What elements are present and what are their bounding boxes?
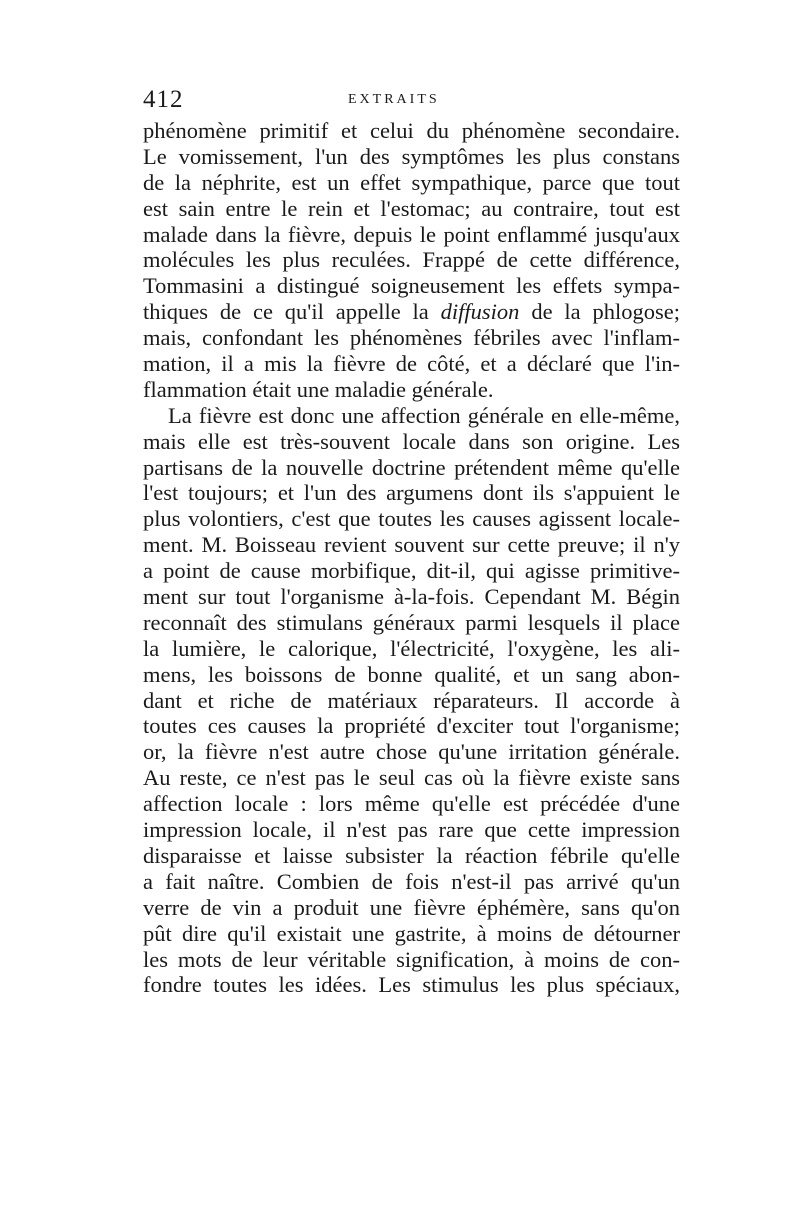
text-line: est sain entre le rein et l'estomac; au contraire, tout est xyxy=(143,195,680,221)
text-line: la lumière, le calorique, l'électricité, l'oxygène, les ali- xyxy=(143,635,680,661)
text-segment: de la phlogose; xyxy=(531,299,680,325)
text-line: fondre toutes les idées. Les stimulus les plus spéciaux, xyxy=(143,972,680,998)
text-line: ment. M. Boisseau revient souvent sur cette preuve; il n'y xyxy=(143,532,680,558)
body-text xyxy=(143,118,680,998)
text-line: Tommasini a distingué soigneusement les effets sympa- xyxy=(143,273,680,299)
text-line: les mots de leur véritable signification, à moins de con- xyxy=(143,946,680,972)
page-number: 412 xyxy=(143,86,184,113)
text-line: Au reste, ce n'est pas le seul cas où la fièvre existe sans xyxy=(143,765,680,791)
text-line: a point de cause morbifique, dit-il, qui agisse primitive- xyxy=(143,558,680,584)
text-line: disparaisse et laisse subsister la réaction fébrile qu'elle xyxy=(143,842,680,868)
text-line: partisans de la nouvelle doctrine prétendent même qu'elle xyxy=(143,454,680,480)
text-line: l'est toujours; et l'un des argumens dont ils s'appuient le xyxy=(143,480,680,506)
text-line: mation, il a mis la fièvre de côté, et a déclaré que l'in- xyxy=(143,351,680,377)
text-line: ment sur tout l'organisme à-la-fois. Cependant M. Bégin xyxy=(143,584,680,610)
text-line: de la néphrite, est un effet sympathique, parce que tout xyxy=(143,169,680,195)
text-line: mais elle est très-souvent locale dans son origine. Les xyxy=(143,428,680,454)
italic-term: diffusion xyxy=(440,299,520,325)
text-line: molécules les plus reculées. Frappé de cette différence, xyxy=(143,247,680,273)
text-line: reconnaît des stimulans généraux parmi lesquels il place xyxy=(143,609,680,635)
paragraph-first-line: La fièvre est donc une affection générale en elle-même, xyxy=(168,402,680,428)
text-line: verre de vin a produit une fièvre éphémère, sans qu'on xyxy=(143,894,680,920)
running-title: EXTRAITS xyxy=(348,92,440,107)
text-line: plus volontiers, c'est que toutes les causes agissent locale- xyxy=(143,506,680,532)
text-line: pût dire qu'il existait une gastrite, à moins de détourner xyxy=(143,920,680,946)
text-line: malade dans la fièvre, depuis le point enflammé jusqu'aux xyxy=(143,221,680,247)
text-line: Le vomissement, l'un des symptômes les plus constans xyxy=(143,143,680,169)
text-line: impression locale, il n'est pas rare que cette impression xyxy=(143,817,680,843)
text-line: mens, les boissons de bonne qualité, et un sang abon- xyxy=(143,661,680,687)
text-line: dant et riche de matériaux réparateurs. Il accorde à xyxy=(143,687,680,713)
text-line: a fait naître. Combien de fois n'est-il pas arrivé qu'un xyxy=(143,868,680,894)
paragraph-last-line: flammation était une maladie générale. xyxy=(143,376,494,402)
text-line: mais, confondant les phénomènes fébriles avec l'inflam- xyxy=(143,325,680,351)
text-line: or, la fièvre n'est autre chose qu'une irritation générale. xyxy=(143,739,680,765)
text-line: toutes ces causes la propriété d'exciter tout l'organisme; xyxy=(143,713,680,739)
text-line-with-italic xyxy=(143,299,680,325)
text-line: affection locale : lors même qu'elle est précédée d'une xyxy=(143,791,680,817)
running-head xyxy=(143,86,673,114)
text-segment: thiques de ce qu'il appelle la xyxy=(143,299,429,325)
text-line: phénomène primitif et celui du phénomène secondaire. xyxy=(143,118,680,143)
